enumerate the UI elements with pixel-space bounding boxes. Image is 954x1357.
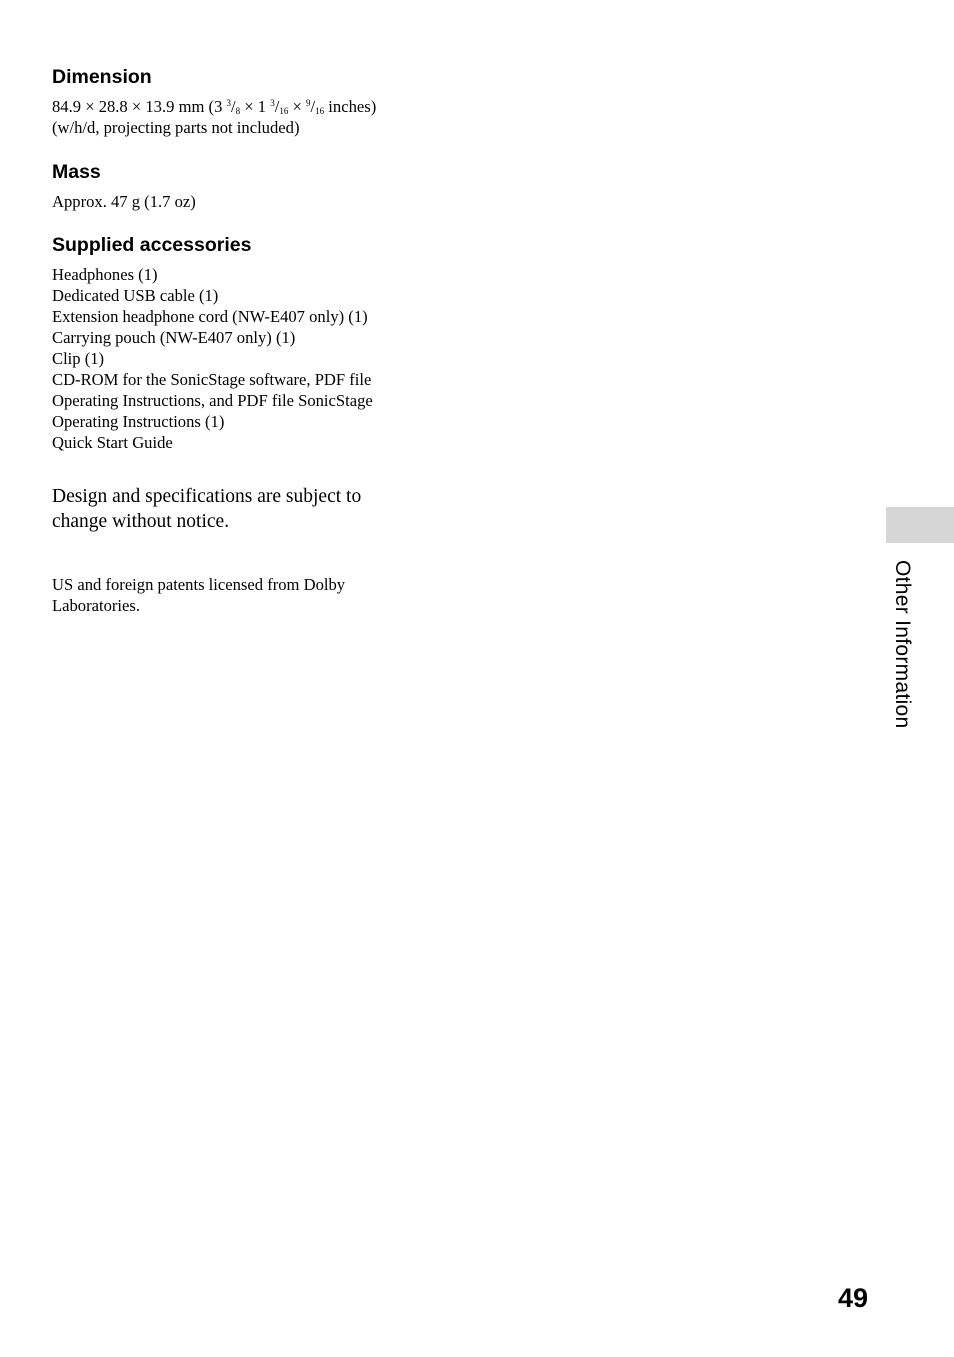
mass-value: Approx. 47 g (1.7 oz) <box>52 192 196 211</box>
mass-section <box>52 159 452 212</box>
list-item: CD-ROM for the SonicStage software, PDF file <box>52 370 372 389</box>
fraction-3-16: $^3/_{16}$ <box>270 97 289 116</box>
dimension-section <box>52 64 452 138</box>
list-item: Operating Instructions, and PDF file SonicStage <box>52 391 373 410</box>
accessories-section <box>52 232 452 453</box>
list-item: Quick Start Guide <box>52 433 173 452</box>
list-item: Dedicated USB cable (1) <box>52 286 219 305</box>
list-item: Headphones (1) <box>52 265 158 284</box>
mass-heading: Mass <box>52 161 101 183</box>
specification-notice: Design and specifications are subject to change without notice. <box>52 486 362 532</box>
dimension-value: 84.9 × 28.8 × 13.9 mm (3 $^3/_8 \times 1$ $^3/_{16} \times ^9/_{16}$ inches) (w/h/d, projecting parts not included) <box>52 97 377 137</box>
dimension-note: (w/h/d, projecting parts not included) <box>52 118 300 137</box>
section-tab-label: Other Information <box>891 560 914 729</box>
list-item: Carrying pouch (NW-E407 only) (1) <box>52 328 296 347</box>
fraction-3-8: $^3/_8$ <box>226 97 241 116</box>
list-item: Clip (1) <box>52 349 105 368</box>
accessories-list <box>52 264 452 453</box>
fraction-9-16: $^9/_{16}$ <box>306 97 325 116</box>
patent-notice: US and foreign patents licensed from Dolby Laboratories. <box>52 575 346 615</box>
list-item: Extension headphone cord (NW-E407 only) (1) <box>52 307 368 326</box>
section-tab-marker <box>886 507 954 543</box>
list-item: Operating Instructions (1) <box>52 412 225 431</box>
dimension-heading: Dimension <box>52 66 152 88</box>
accessories-heading: Supplied accessories <box>52 234 252 256</box>
specifications-column <box>52 64 452 616</box>
page-number: 49 <box>838 1283 869 1313</box>
